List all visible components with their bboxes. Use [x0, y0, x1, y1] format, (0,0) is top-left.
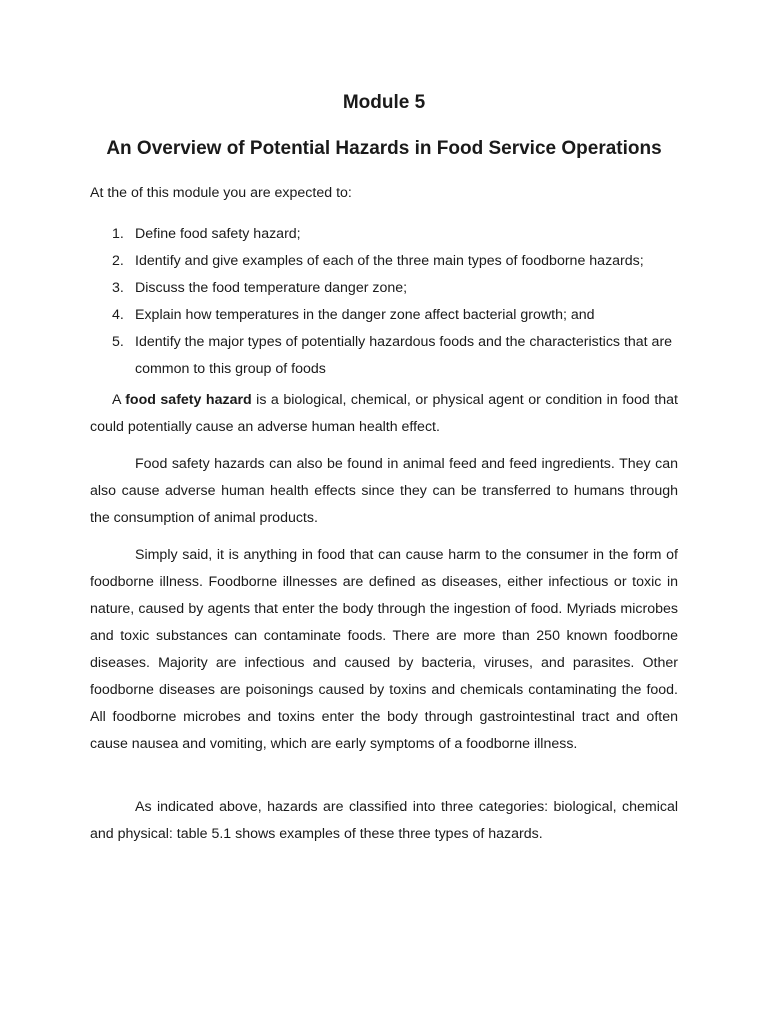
objective-number: 5.: [112, 334, 124, 350]
objective-number: 1.: [112, 226, 124, 242]
objective-number: 4.: [112, 307, 124, 323]
objective-text: Define food safety hazard;: [135, 226, 301, 242]
objectives-list: [90, 221, 678, 383]
objective-text: Identify the major types of potentially hazardous foods and the characteristics that are common to this group of foods: [135, 334, 673, 377]
objective-number: 2.: [112, 253, 124, 269]
module-number-heading: Module 5: [342, 92, 426, 113]
objective-item: [90, 329, 678, 383]
definition-paragraph: [90, 387, 678, 441]
objective-item: [90, 248, 678, 275]
animal-feed-paragraph: Food safety hazards can also be found in animal feed and feed ingredients. They can also cause adverse human health effects since they can be transferred to humans through the consumption of animal products.: [90, 456, 678, 526]
definition-prefix: A: [112, 392, 126, 408]
hazard-categories-paragraph: As indicated above, hazards are classified into three categories: biological, chemical and physical: table 5.1 shows examples of these three types of hazards.: [90, 799, 678, 842]
objective-text: Identify and give examples of each of the three main types of foodborne hazards;: [135, 253, 644, 269]
module-title-heading: An Overview of Potential Hazards in Food Service Operations: [106, 138, 662, 159]
definition-term: food safety hazard: [125, 392, 252, 408]
objective-item: [90, 302, 678, 329]
objective-number: 3.: [112, 280, 124, 296]
objective-text: Explain how temperatures in the danger zone affect bacterial growth; and: [135, 307, 595, 323]
definition-body: is a biological, chemical, or physical agent or condition in food that could potentially cause an adverse human health effect.: [90, 392, 678, 435]
objectives-intro: At the of this module you are expected to:: [90, 185, 352, 201]
foodborne-illness-paragraph: Simply said, it is anything in food that can cause harm to the consumer in the form of foodborne illness. Foodborne illnesses are defined as diseases, either infectious or toxic in nature, caused by agents that enter the body through the ingestion of food. Myriads microbes and toxic substances can contaminate foods. There are more than 250 known foodborne diseases. Majority are infectious and caused by bacteria, viruses, and parasites. Other foodborne diseases are poisonings caused by toxins and chemicals contaminating the food. All foodborne microbes and toxins enter the body through gastrointestinal tract and often cause nausea and vomiting, which are early symptoms of a foodborne illness.: [90, 547, 678, 752]
objective-item: [90, 275, 678, 302]
objective-item: [90, 221, 678, 248]
objective-text: Discuss the food temperature danger zone;: [135, 280, 408, 296]
